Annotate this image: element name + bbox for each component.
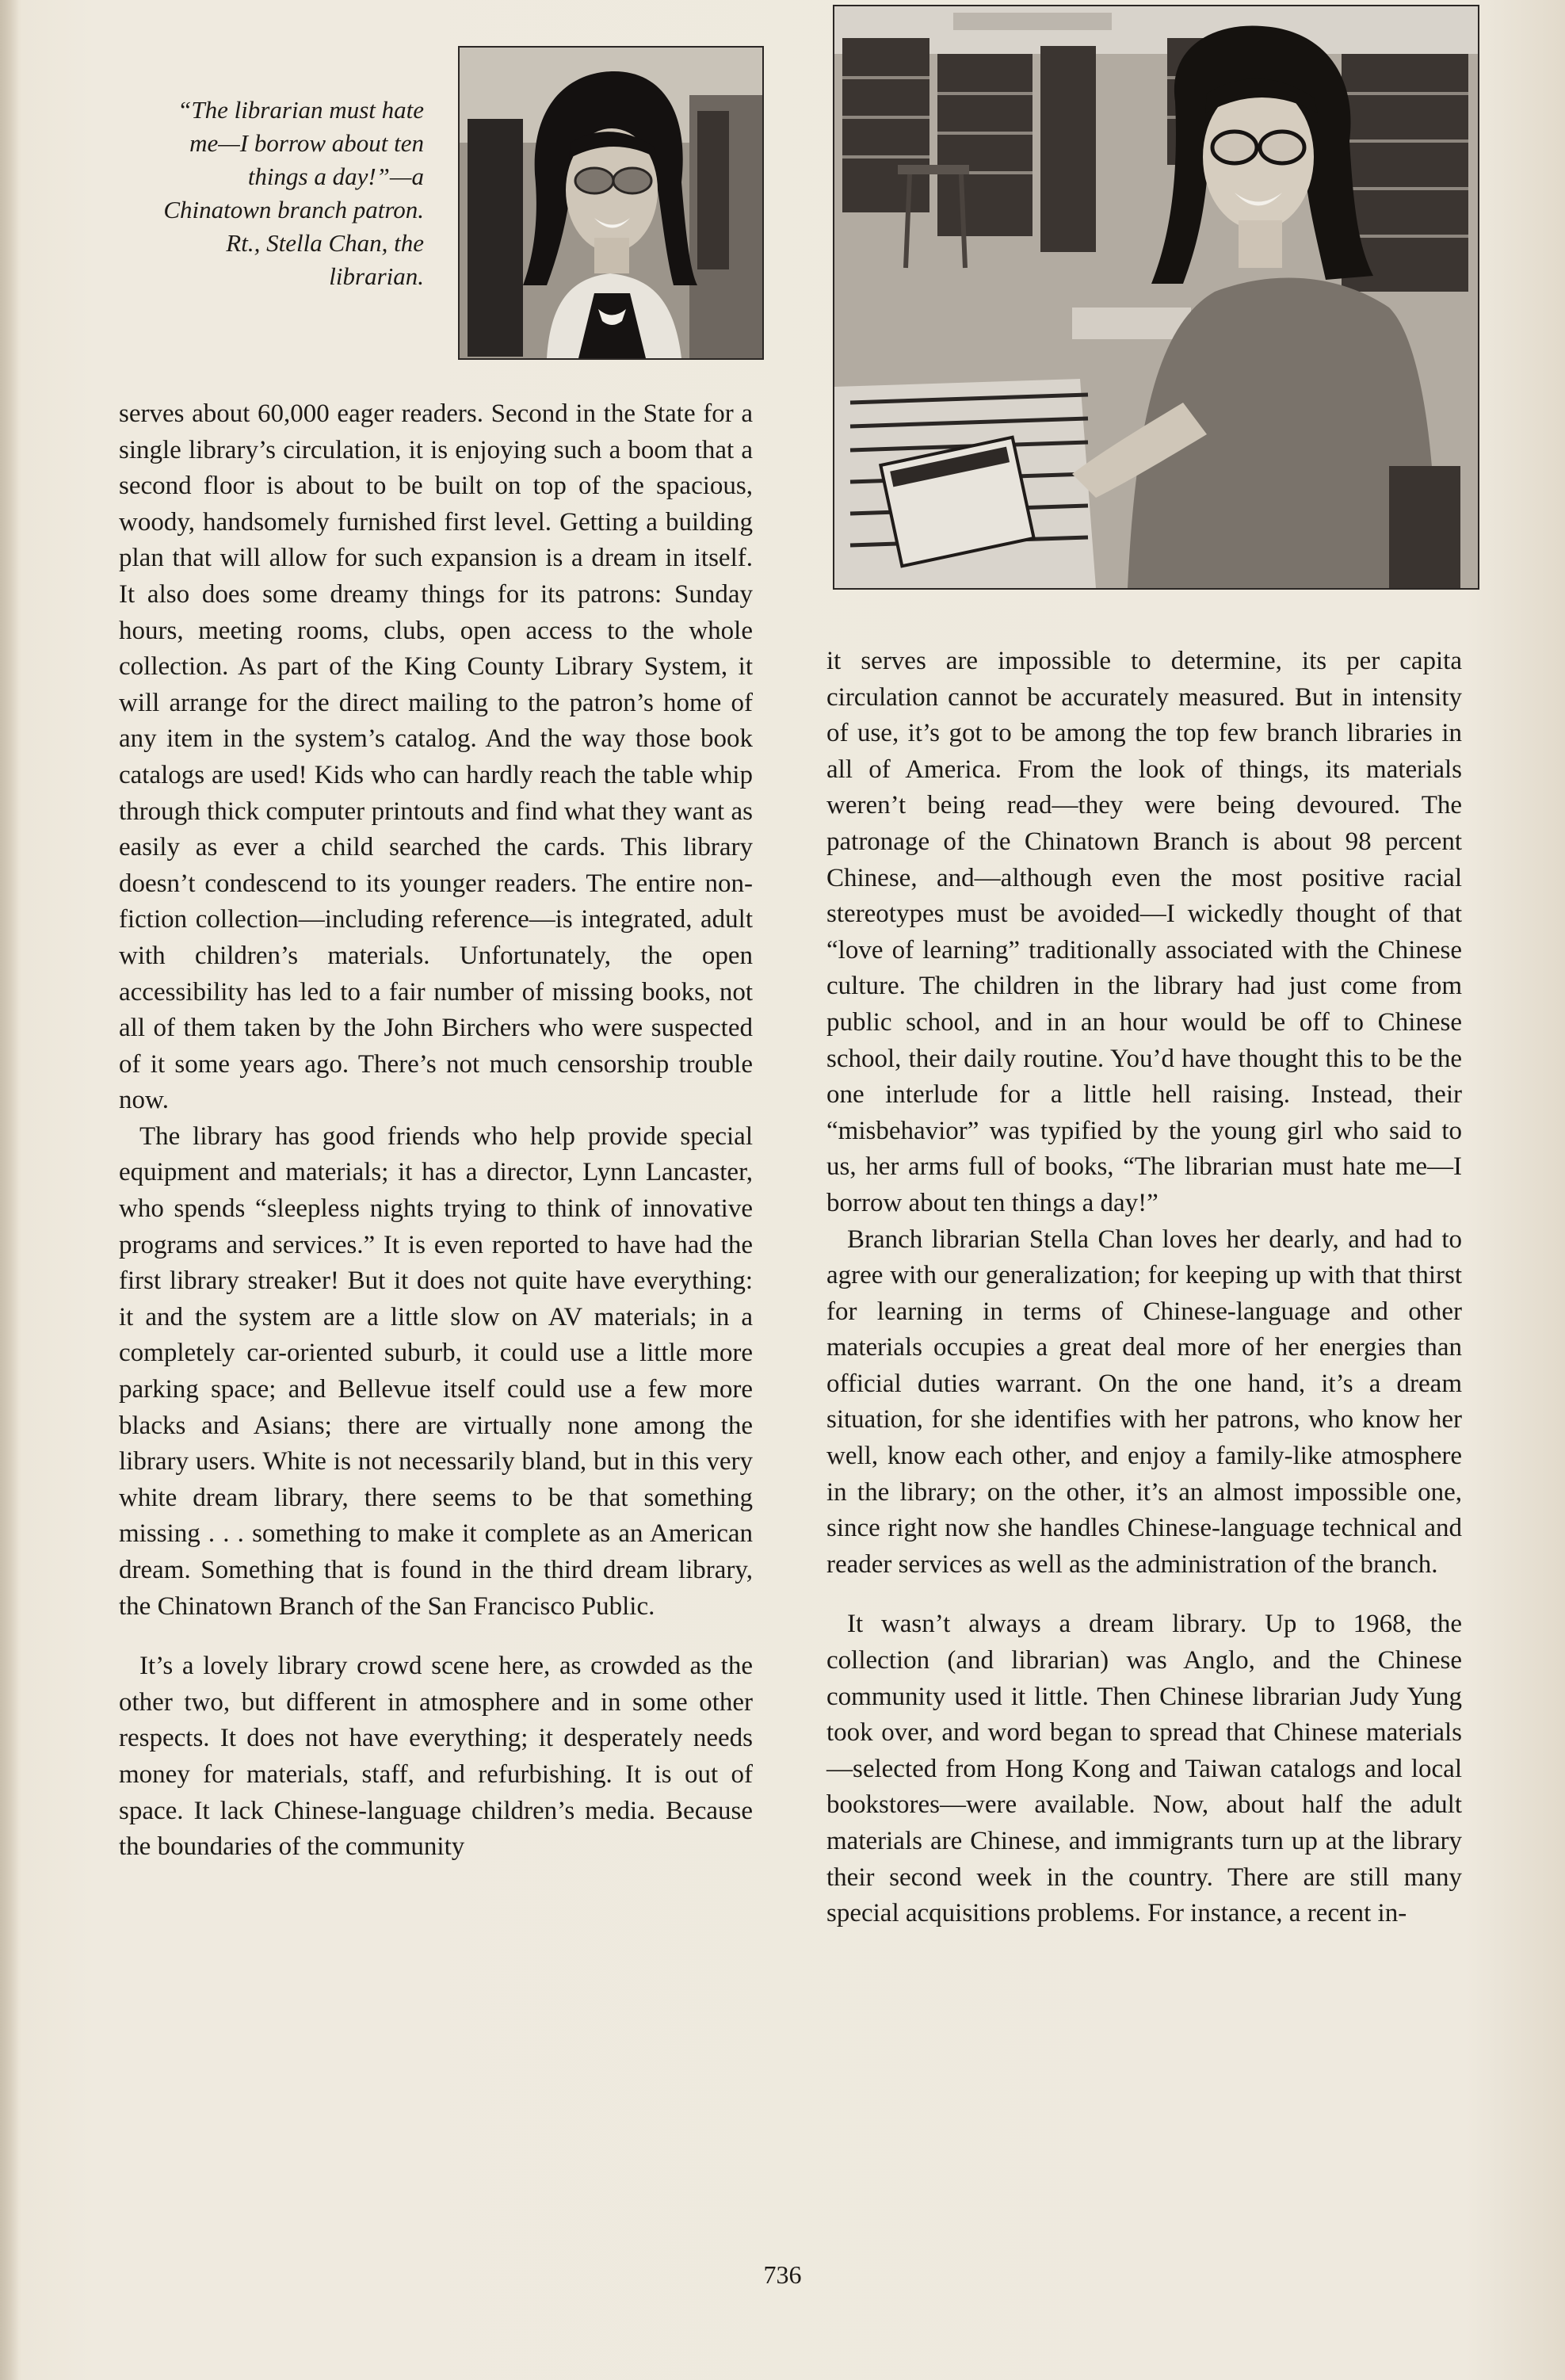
article-column-right bbox=[826, 644, 1462, 1932]
paragraph-right-1: it serves are impossible to determine, its per capita circulation cannot be accurately measured. But in intensity of use, it’s got to be among the top few branch libraries in all of America. From the look of things, its materials weren’t being read—they were being devoured. The patronage of the Chinatown Branch is about 98 percent Chinese, and—although even the most positive racial stereotypes must be avoided—I wickedly thought of that “love of learning” traditionally associated with the Chinese culture. The children in the library had just come from public school, and in an hour would be off to Chinese school, their daily routine. You’d have thought this to be the one interlude for a little hell raising. Instead, their “misbehavior” was typified by the young girl who said to us, her arms full of books, “The librarian must hate me—I borrow about ten things a day!” bbox=[826, 647, 1462, 1217]
paragraph-left-1: serves about 60,000 eager readers. Second in the State for a single library’s circulation, it is enjoying such a boom that a second floor is about to be built on top of the spacious, woody, handsomely furnished first level. Getting a building plan that will allow for such expansion is a dream in itself. It also does some dreamy things for its patrons: Sunday hours, meeting rooms, clubs, open access to the whole collection. As part of the King County Library System, it will arrange for the direct mailing to the patron’s home of any item in the system’s catalog. And the way those book catalogs are used! Kids who can hardly reach the table whip through thick computer printouts and find what they want as easily as ever a child searched the cards. This library doesn’t condescend to its younger readers. The entire non-fiction collection—including reference—is integrated, adult with children’s materials. Unfortunately, the open accessibility has led to a fair number of missing books, not all of them taken by the John Birchers who were suspected of it some years ago. There’s not much censorship trouble now. bbox=[119, 399, 753, 1115]
paragraph-left-3: It’s a lovely library crowd scene here, as crowded as the other two, but different in atmosphere and in some other respects. It does not have everything; it desperately needs money for materials, staff, and refurbishing. It is out of space. It lack Chinese-language children’s media. Because the boundaries of the community bbox=[119, 1652, 753, 1862]
librarian-photo bbox=[833, 5, 1479, 590]
paragraph-left-2: The library has good friends who help provide special equipment and materials; it has a director, Lynn Lancaster, who spends “sleepless nights trying to think of innovative programs and services.” It is even reported to have had the first library streaker! But it does not quite have everything: it and the system are a little slow on AV materials; in a completely car-oriented suburb, it could use a little more parking space; and Bellevue itself could use a few more blacks and Asians; there are virtually none among the library users. White is not necessarily bland, but in this very white dream library, there seems to be that something missing . . . something to make it complete as an American dream. Something that is found in the third dream library, the Chinatown Branch of the San Francisco Public. bbox=[119, 1121, 753, 1621]
paragraph-right-2: Branch librarian Stella Chan loves her dearly, and had to agree with our generalization; for keeping up with that thirst for learning in terms of Chinese-language and other materials occupies a great deal more of her energies than official duties warrant. On the one hand, it’s a dream situation, for she identifies with her patrons, who know her well, know each other, and enjoy a family-like atmosphere in the library; on the other, it’s an almost impossible one, since right now she handles Chinese-language technical and reader services as well as the administration of the branch. bbox=[826, 1224, 1462, 1579]
article-column-left bbox=[119, 396, 753, 1866]
page-number: 736 bbox=[763, 2260, 802, 2289]
binding-shadow bbox=[0, 0, 19, 2380]
portrait-photo-image bbox=[460, 48, 762, 358]
librarian-photo-image bbox=[834, 6, 1478, 588]
paragraph-right-3: It wasn’t always a dream library. Up to 1968, the collection (and librarian) was Anglo, and the Chinese community used it little. Then Chinese librarian Judy Yung took over, and word began to spread that Chinese materials—selected from Hong Kong and Taiwan catalogs and local bookstores—were available. Now, about half the adult materials are Chinese, and immigrants turn up at the library their second week in the country. There are still many special acquisitions problems. For instance, a recent in- bbox=[826, 1610, 1462, 1928]
photo-caption: “The librarian must hate me—I borrow about ten things a day!”—a Chinatown branch patron. Rt., Stella Chan, the librarian. bbox=[163, 96, 424, 290]
portrait-photo bbox=[458, 46, 764, 360]
